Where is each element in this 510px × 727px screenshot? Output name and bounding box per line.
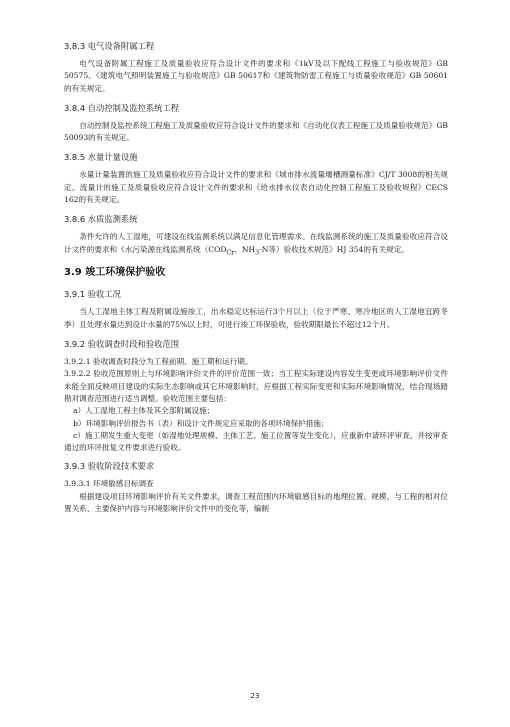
paragraph-3-9-1: 当人工湿地主体工程及附属设施竣工，出水稳定达标运行3个月以上（位于严寒、寒冷地区的人工湿地宜跨冬季）且处理水量达到设计水量的75%以上时，可进行竣工环保验收，验收期限最长不超过12个月。 [64,307,448,329]
subscript-cr: Cr [226,249,235,257]
subscript-3: 3 [255,249,260,257]
heading-3-9-1: 3.9.1 验收工况 [64,289,121,300]
paragraph-3-9-3-1: 3.9.3.1 环境敏感目标调查 [64,479,154,489]
paragraph-3-8-4: 自动控制及监控系统工程施工及质量验收应符合设计文件的要求和《自动化仪表工程施工及质量验收规范》GB 50093的有关规定。 [64,120,448,143]
paragraph-3-9-2-1: 3.9.2.1 验收调查时段分为工程前期、施工期和运行期。 [64,357,253,367]
heading-3-8-6: 3.8.6 水质监测系统 [64,214,138,225]
heading-3-8-5: 3.8.5 水量计量设施 [64,152,138,163]
heading-3-8-4: 3.8.4 自动控制及监控系统工程 [64,102,180,113]
page-content [64,40,448,522]
paragraph-3-8-6-part3: -N等）验收技术规范》HJ 354的有关规定。 [259,244,409,254]
heading-3-8-3: 3.8.3 电气设备附属工程 [64,41,155,51]
paragraph-3-8-5: 水量计量装置的施工及质量验收应符合设计文件的要求和《城市排水流量堰槽测量标准》CJ/T 3008的相关规定。流量计的施工及质量验收应符合设计文件的要求和《给水排水仪表自动化控制工程施工及验收规程》CECS 162的有关规定。 [64,170,448,205]
paragraph-3-9-2-2: 3.9.2.2 验收范围原则上与环境影响评价文件的评价范围一致；当工程实际建设内容发生变更或环境影响评价文件未能全面反映项目建设的实际生态影响或其它环境影响时，应根据工程实际变更和实际环境影响情况，结合现场踏勘对调查范围进行适当调整。验收范围主要包括： [64,369,448,403]
heading-3-9: 3.9 竣工环境保护验收 [64,267,166,279]
paragraph-3-9-3-1-body: 根据建设项目环境影响评价有关文件要求，调查工程范围内环境敏感目标的地理位置、规模、与工程的相对位置关系、主要保护内容与环境影响评价文件中的变化等，编制 [64,491,448,514]
list-item: b）环境影响评价报告书（表）和设计文件规定应采取的各项环境保护措施； [73,418,329,428]
page-number: 23 [250,692,260,700]
paragraph-3-8-6-part2: 、NH [234,244,256,254]
list-item: a）人工湿地工程主体及其全部附属设施； [73,406,215,416]
scope-list [64,405,448,454]
paragraph-3-8-6 [64,231,448,259]
heading-3-9-2: 3.9.2 验收调查时段和验收范围 [64,339,180,350]
paragraph-3-8-6-part1: 条件允许的人工湿地，可建设在线监测系统以满足信息化管理需求。在线监测系统的施工及质量验收应符合设计文件的要求和《水污染源在线监测系统（COD [64,232,448,254]
paragraph-3-8-3: 电气设备附属工程施工及质量验收应符合设计文件的要求和《1kV及以下配线工程施工与验收规范》GB 50575、《建筑电气照明装置施工与验收规范》GB 50617和《建筑物防雷工程施工与质量验收规范》GB 50601的有关规定。 [64,59,448,93]
list-item: c）施工期发生重大变更（如湿地处理规模、主体工艺、施工位置等发生变化），应重新申请环评审查，并按审查通过的环评批复文件要求进行验收。 [64,430,448,453]
heading-3-9-3: 3.9.3 验收阶段技术要求 [64,461,155,472]
